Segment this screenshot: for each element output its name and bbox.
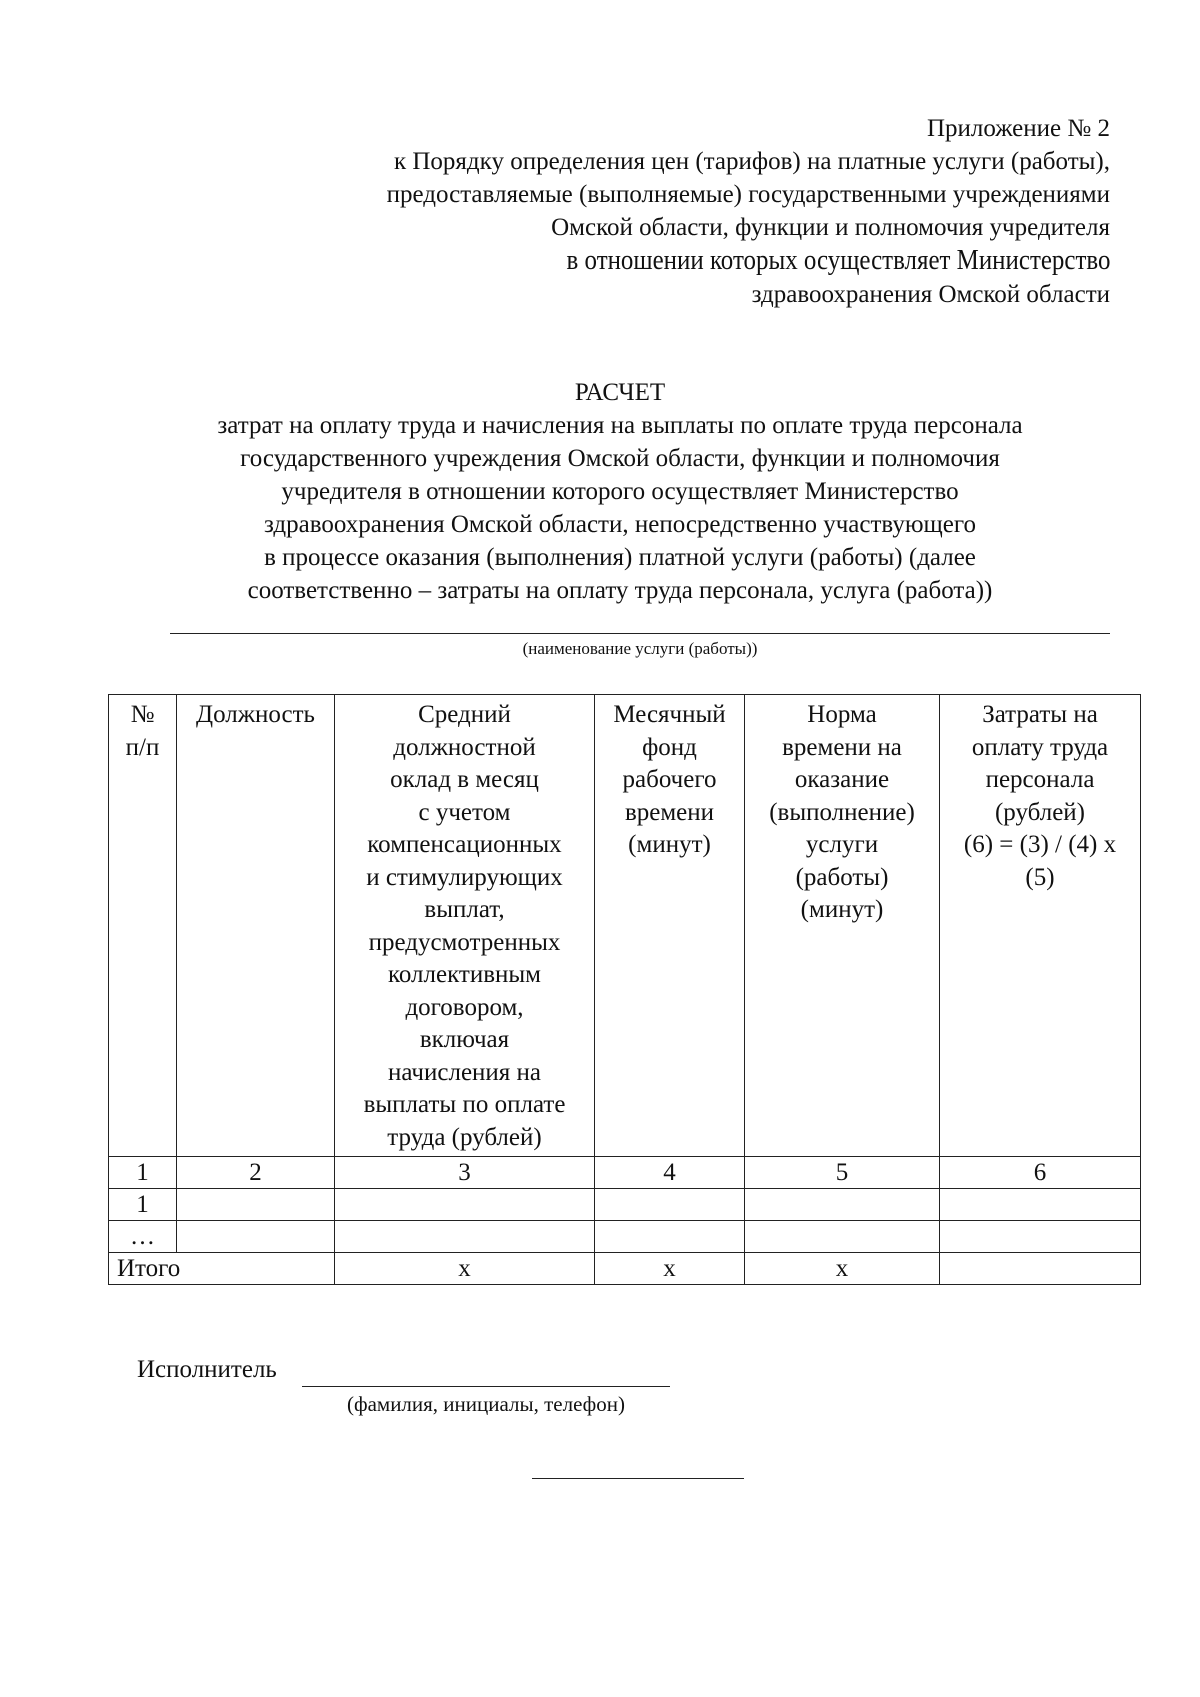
total-label: Итого <box>109 1253 335 1285</box>
column-number: 1 <box>109 1157 177 1189</box>
total-cell: x <box>745 1253 940 1285</box>
document-title-block <box>100 376 1140 607</box>
table-cell <box>335 1221 595 1253</box>
executor-blank-line <box>302 1386 670 1387</box>
document-end-line <box>532 1478 744 1479</box>
header-monthly-time-fund: Месячный фонд рабочего времени (минут) <box>595 695 745 1157</box>
total-cell: x <box>595 1253 745 1285</box>
header-labor-costs: Затраты на оплату труда персонала (рублей) (6) = (3) / (4) x (5) <box>940 695 1141 1157</box>
table-cell: 1 <box>109 1189 177 1221</box>
calculation-table <box>108 694 1141 1285</box>
table-cell <box>335 1189 595 1221</box>
title-line: соответственно – затраты на оплату труда персонала, услуга (работа)) <box>247 577 993 604</box>
executor-label: Исполнитель <box>137 1356 277 1383</box>
header-average-salary: Средний должностной оклад в месяц с учетом компенсационных и стимулирующих выплат, предусмотренных коллективным договором, включая начисления на выплаты по оплате труда (рублей) <box>335 695 595 1157</box>
column-number: 3 <box>335 1157 595 1189</box>
appendix-block <box>387 112 1110 311</box>
column-number: 2 <box>177 1157 335 1189</box>
table-cell <box>177 1189 335 1221</box>
total-row <box>109 1253 1141 1285</box>
title-line: учредителя в отношении которого осуществляет Министерство <box>281 478 959 505</box>
service-name-caption: (наименование услуги (работы)) <box>522 639 758 658</box>
column-number: 5 <box>745 1157 940 1189</box>
column-number: 4 <box>595 1157 745 1189</box>
appendix-text-line: к Порядку определения цен (тарифов) на платные услуги (работы), <box>393 148 1110 175</box>
service-name-blank-line <box>170 633 1110 634</box>
appendix-text-line: предоставляемые (выполняемые) государственными учреждениями <box>386 181 1110 208</box>
header-position: Должность <box>177 695 335 1157</box>
table-cell <box>940 1221 1141 1253</box>
table-cell <box>595 1221 745 1253</box>
appendix-text-line: здравоохранения Омской области <box>751 281 1110 308</box>
table-header-row <box>109 695 1141 1157</box>
table-row <box>109 1189 1141 1221</box>
title-line: здравоохранения Омской области, непосредственно участвующего <box>263 511 976 538</box>
table-cell <box>940 1189 1141 1221</box>
appendix-text-line: Омской области, функции и полномочия учредителя <box>551 214 1110 241</box>
header-number: № п/п <box>109 695 177 1157</box>
appendix-text-line: в отношении которых осуществляет Министерство <box>566 244 1110 276</box>
table-row <box>109 1221 1141 1253</box>
column-numbers-row <box>109 1157 1141 1189</box>
table-cell: … <box>109 1221 177 1253</box>
document-heading: РАСЧЕТ <box>574 379 666 406</box>
appendix-number: Приложение № 2 <box>926 115 1110 142</box>
total-cell <box>940 1253 1141 1285</box>
title-line: государственного учреждения Омской области, функции и полномочия <box>240 445 1000 472</box>
table-cell <box>745 1189 940 1221</box>
table-cell <box>745 1221 940 1253</box>
executor-caption: (фамилия, инициалы, телефон) <box>346 1392 625 1416</box>
title-line: затрат на оплату труда и начисления на выплаты по оплате труда персонала <box>217 412 1023 439</box>
table-cell <box>177 1221 335 1253</box>
total-cell: x <box>335 1253 595 1285</box>
column-number: 6 <box>940 1157 1141 1189</box>
table-cell <box>595 1189 745 1221</box>
header-time-norm: Норма времени на оказание (выполнение) услуги (работы) (минут) <box>745 695 940 1157</box>
title-line: в процессе оказания (выполнения) платной услуги (работы) (далее <box>264 544 976 571</box>
